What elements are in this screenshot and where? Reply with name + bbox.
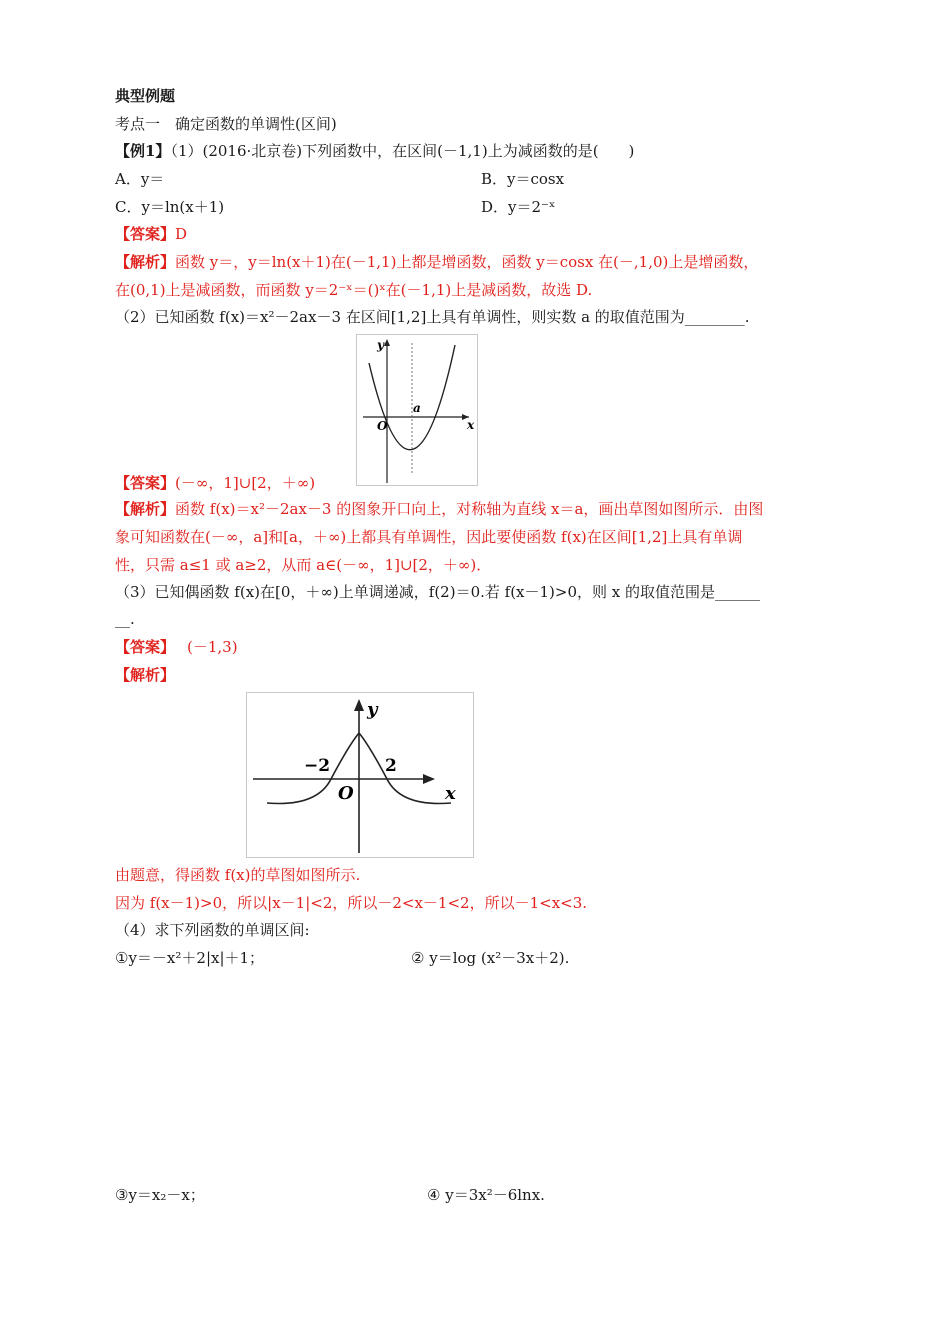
x-axis-arrow: [423, 774, 435, 784]
q4-item-2: ② y＝log (x²－3x＋2).: [411, 949, 570, 967]
question-4: （4）求下列函数的单调区间:: [115, 921, 310, 939]
solution-1-line-2: 在(0,1)上是减函数，而函数 y＝2⁻ˣ＝()ˣ在(－1,1)上是减函数，故选 D.: [115, 281, 593, 299]
y-label: y: [367, 699, 378, 720]
answer-value: D: [175, 225, 188, 243]
question-2: （2）已知函数 f(x)＝x²－2ax－3 在区间[1,2]上具有单调性，则实数 a 的取值范围为________.: [115, 308, 750, 326]
answer-label: 【答案】: [115, 225, 176, 243]
solution-2-line-2: 象可知函数在(－∞，a]和[a，＋∞)上都具有单调性，因此要使函数 f(x)在区间[1,2]上具有单调: [115, 528, 743, 546]
solution-3-line-2: 因为 f(x－1)>0，所以|x－1|<2，所以－2<x－1<2，所以－1<x<3.: [115, 894, 588, 912]
option-a: A．y＝: [115, 170, 165, 188]
origin-label: O: [377, 419, 388, 433]
option-c: C．y＝ln(x＋1): [115, 198, 225, 216]
solution-text: 函数 f(x)＝x²－2ax－3 的图象开口向上，对称轴为直线 x＝a，画出草图如图所示．由图: [175, 500, 764, 518]
question-1: [115, 141, 634, 161]
a-label: a: [413, 401, 421, 415]
example-label: 【例1】: [115, 142, 171, 160]
question-1-text: （1）(2016·北京卷)下列函数中，在区间(－1,1)上为减函数的是( ): [170, 142, 635, 160]
q4-item-4: ④ y＝3x²－6lnx.: [427, 1186, 545, 1204]
answer-3: [115, 637, 238, 657]
parabola-figure: [356, 334, 478, 486]
pos-two-label: 2: [385, 756, 397, 776]
q4-item-3: ③y＝x₂－x；: [115, 1186, 205, 1204]
answer-label: 【答案】: [115, 638, 176, 656]
x-label: x: [467, 418, 475, 432]
x-label: x: [445, 783, 456, 804]
heading: 典型例题: [115, 87, 176, 105]
y-axis-arrow: [354, 699, 364, 711]
solution-label: 【解析】: [115, 500, 176, 518]
solution-2-line-1: [115, 499, 763, 519]
origin-label: O: [338, 783, 354, 804]
answer-2: [115, 473, 315, 493]
q4-item-1: ①y＝－x²＋2|x|＋1；: [115, 949, 265, 967]
answer-value: (－∞，1]∪[2，＋∞): [175, 474, 316, 492]
question-3-line-1: （3）已知偶函数 f(x)在[0，＋∞)上单调递减，f(2)＝0.若 f(x－1)>0，则 x 的取值范围是______: [115, 583, 761, 601]
solution-2-line-3: 性，只需 a≤1 或 a≥2，从而 a∈(－∞，1]∪[2，＋∞)．: [115, 556, 492, 574]
parabola-graph: [357, 335, 477, 485]
solution-text: 函数 y＝，y＝ln(x＋1)在(－1,1)上都是增函数，函数 y＝cosx 在(－,1,0)上是增函数，: [175, 253, 759, 271]
answer-value: (－1,3): [187, 638, 238, 656]
option-d: D．y＝2⁻ˣ: [481, 198, 556, 216]
question-3-line-2: __.: [115, 610, 135, 628]
option-b: B．y＝cosx: [481, 170, 565, 188]
solution-label: 【解析】: [115, 253, 176, 271]
solution-1-line-1: [115, 252, 758, 272]
solution-3-line-1: 由题意，得函数 f(x)的草图如图所示.: [115, 866, 361, 884]
even-function-graph: [247, 693, 473, 857]
neg-two-label: −2: [304, 756, 331, 776]
section-title: 考点一 确定函数的单调性(区间): [115, 115, 337, 133]
answer-label: 【答案】: [115, 474, 176, 492]
answer-1: [115, 224, 187, 244]
y-axis-arrow: [384, 339, 390, 346]
even-function-figure: [246, 692, 474, 858]
y-label: y: [377, 338, 384, 352]
solution-3-label: 【解析】: [115, 666, 176, 684]
